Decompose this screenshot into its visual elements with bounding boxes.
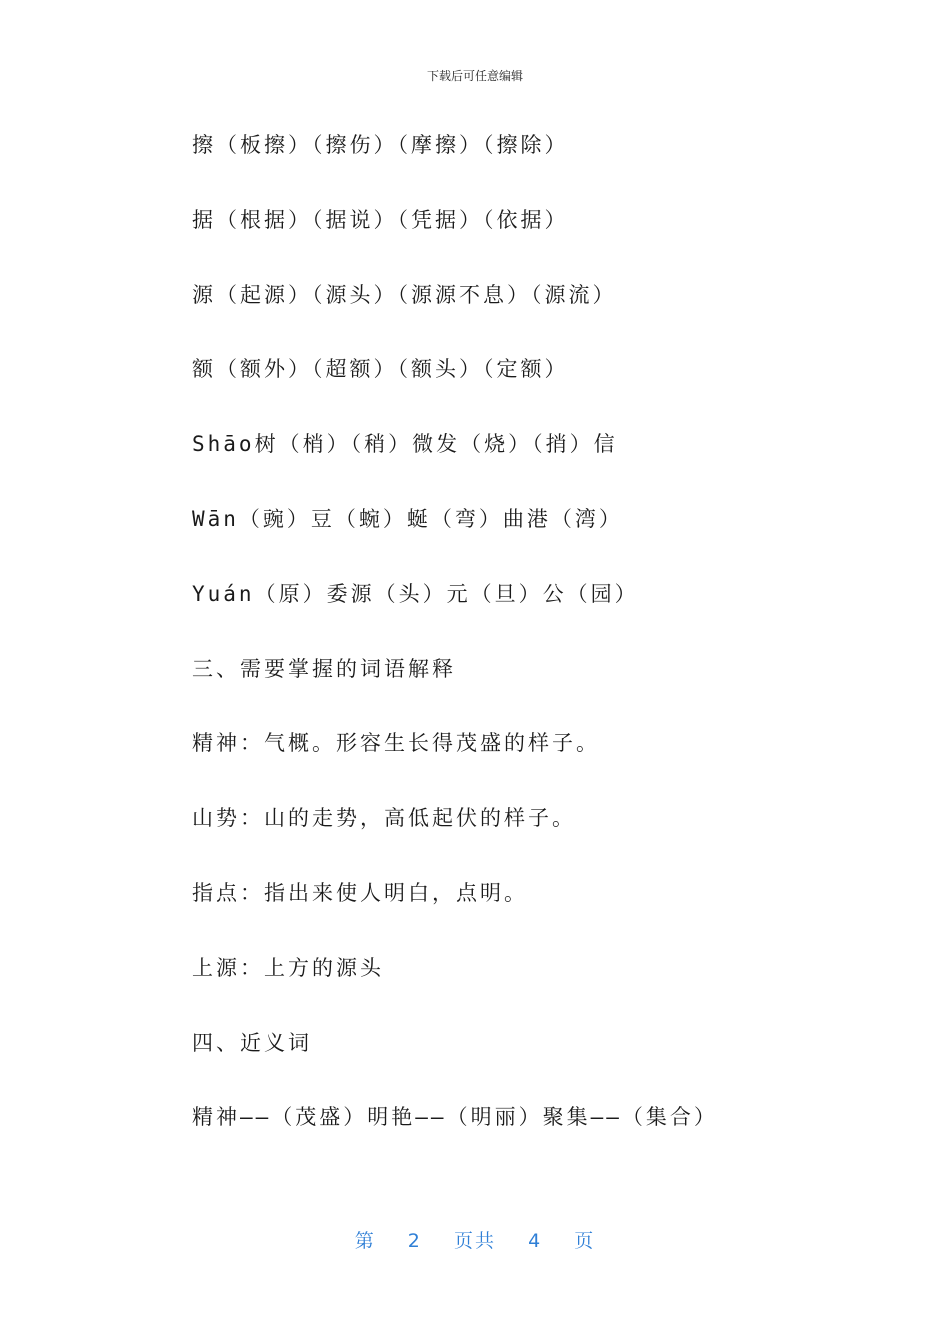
text-line: 额（额外）（超额）（额头）（定额） — [192, 357, 569, 382]
current-page-number: 2 — [407, 1230, 422, 1252]
document-body — [192, 128, 892, 1175]
text-line: 据（根据）（据说）（凭据）（依据） — [192, 207, 569, 232]
footer-suffix: 页 — [574, 1230, 596, 1252]
text-line: 上源：上方的源头 — [192, 955, 384, 980]
footer-prefix: 第 — [354, 1230, 376, 1252]
page-footer — [0, 1226, 950, 1253]
text-line: 精神——（茂盛）明艳——（明丽）聚集——（集合） — [192, 1105, 718, 1130]
total-page-number: 4 — [528, 1230, 543, 1252]
text-line: 擦（板擦）（擦伤）（摩擦）（擦除） — [192, 133, 569, 157]
text-line: 精神：气概。形容生长得茂盛的样子。 — [192, 731, 600, 756]
text-line: 源（起源）（源头）（源源不息）（源流） — [192, 282, 617, 307]
page-header: 下载后可任意编辑 — [426, 69, 523, 83]
section-heading: 三、需要掌握的词语解释 — [192, 656, 456, 681]
section-heading: 四、近义词 — [192, 1030, 312, 1055]
text-line: Shāo树（梢）（稍）微发（烧）（捎）信 — [192, 432, 618, 457]
text-line: 指点：指出来使人明白，点明。 — [192, 880, 528, 905]
footer-middle: 页共 — [453, 1230, 496, 1252]
text-line: Wān（豌）豆（蜿）蜒（弯）曲港（湾） — [192, 506, 623, 531]
text-line: Yuán（原）委源（头）元（旦）公（园） — [192, 581, 639, 606]
text-line: 山势：山的走势，高低起伏的样子。 — [192, 806, 576, 831]
